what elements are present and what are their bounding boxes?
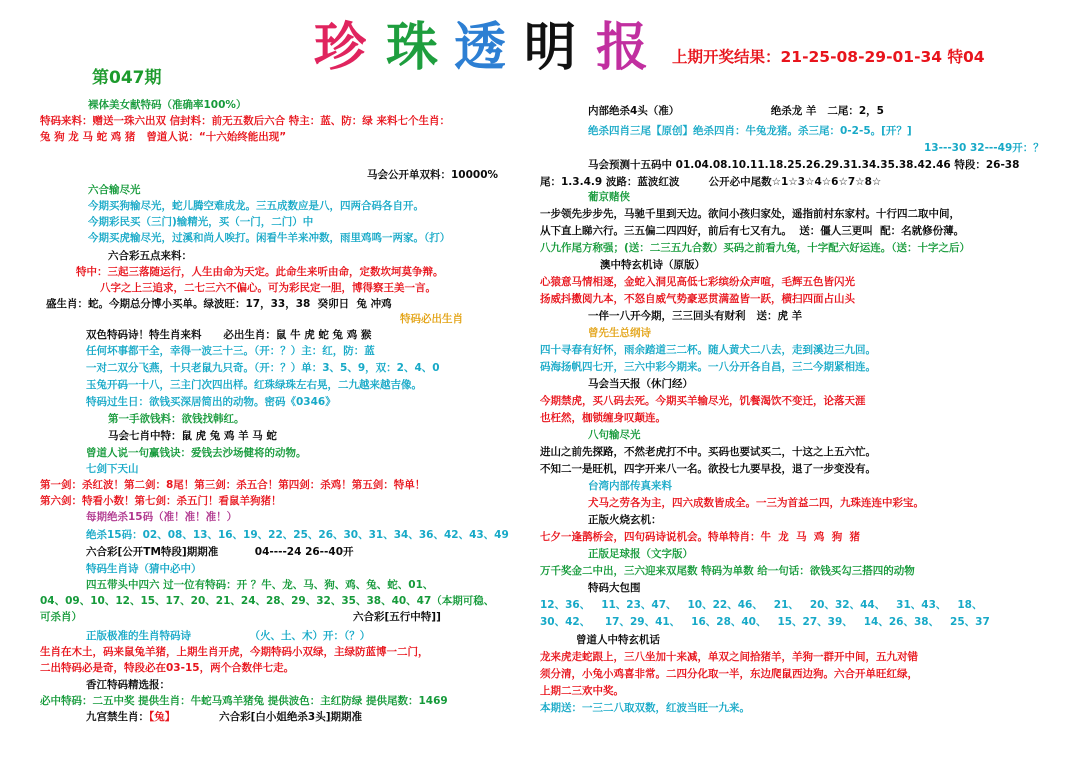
left-text-line: 第六剑：特看小数！第七剑：杀五门！看鼠羊狗猪！ [40,495,282,507]
left-text-line: 可杀肖） [40,611,82,623]
left-text-line: 香江特码精选报： [86,679,170,691]
right-text-line: 八九作尾方称强；(送：二三五九合数）买码之前看九兔，十字配六好运连。（送：十字之后） [540,242,971,254]
left-text-line: 04、09、10、12、15、17、20、21、24、28、29、32、35、38、40、47（本期可稳、 [40,595,495,607]
last-result: 上期开奖结果：21-25-08-29-01-34 特04 [672,48,985,66]
left-text-line: 正版极准的生肖特码诗 （火、土、木）开：（？） [86,630,371,642]
right-text-line: 30、42、 17、29、41、 16、28、40、 15、27、39、 14、26、38、 25、37 [540,616,990,628]
right-text-line: 万千奖金二中出，三六迎来双尾数 特码为单数 给一句话：欲钱买勾三搭四的动物 [540,565,915,577]
right-text-line: 扬威抖擞阅九本，不怒自威气势豪恶贯满盈皆一跃，横扫四面占山头 [540,293,855,305]
left-text-line: 每期绝杀15码（准！准！准！） [86,511,238,523]
right-text-line: 正版火烧玄机： [588,514,662,526]
left-text-line: 七剑下天山 [86,463,139,475]
left-text-line: 今期彩民买（三门)输精光，买（一门，二门）中 [88,216,314,228]
left-text-line: 一对二双分飞燕，十只老鼠九只奇。（开：？）单：3、5、9，双：2、4、0 [86,362,440,374]
right-text-line: 进山之前先探路，不然老虎打不中。买码也要试买二，十这之上五六忙。 [540,446,876,458]
left-text-line: 马会公开单双料：10000% [367,169,499,181]
right-text-line: 从下直上睇六行。三五偏二四四好，前后有七又有九。 送：僵人三更叫 配：名就修份薄。 [540,225,965,237]
right-text-line: 曾道人中特玄机话 [576,634,660,646]
right-text-line: 一伴一八开今期，三三回头有财利 送：虎 羊 [588,310,803,322]
left-text-line: 生肖在木土，码来鼠兔羊猪，上期生肖开虎，今期特码小双绿，主绿防蓝博一二门， [40,646,429,658]
right-text-line: 特码大包围 [588,582,641,594]
left-text-line: 特码生肖诗（猜中必中） [86,563,202,575]
title-char: 报 [596,17,649,78]
left-text-line: 特中：三起三落随运行，人生由命为天定。此命生来听由命，定数坎坷莫争辩。 [76,266,444,278]
right-text-line: 澳中特玄机诗（原版） [600,259,705,271]
right-text-line: 上期二三欢中奖。 [540,685,624,697]
left-text-line: 特码来料：赠送一珠六出双 信封料：前无五数后六合 特主：蓝、防：绿 来料七个生肖： [40,115,450,127]
left-text-line: 今期买虎输尽光，过溪和尚人唉打。闲看牛羊来冲数，雨里鸡鸣一两家。（打） [88,232,451,244]
right-text-line: 正版足球报（文字版） [588,548,693,560]
highlight-mark: 【兔】 [149,711,176,723]
left-text-line: 今期买狗输尽光，蛇儿腾空难成龙。三五成数应是八，四两合码各自开。 [88,200,424,212]
left-text-line: 绝杀15码：02、08、13、16、19、22、25、26、30、31、34、36、42、43、49 [86,529,509,541]
right-text-line: 13---30 32---49开：？ [924,142,1044,154]
right-text-line: 犬马之劳各为主，四六成数皆成全。一三为首益二四，九珠连连中彩宝。 [588,497,924,509]
right-text-line: 绝杀四肖三尾【原创】绝杀四肖：牛兔龙猪。杀三尾：0-2-5。[开？] [588,125,912,137]
right-text-line: 不知二一是旺机，四字开来八一名。欲投七九要早投，退了一步变没有。 [540,463,876,475]
title-char: 透 [454,17,507,78]
left-text-line: 特码过生日：欲钱买深居简出的动物。密码《0346》 [86,396,336,408]
left-text-line: 六合彩五点来料： [108,250,192,262]
left-text-line: 六合彩[公开TM特段]期期准 04----24 26--40开 [86,546,354,558]
left-text-line: 六合彩[五行中特]] [353,611,441,623]
right-text-line: 台湾内部传真来料 [588,480,672,492]
right-text-line: 尾：1.3.4.9 波路：蓝波红波 公开必中尾数☆1☆3☆4☆6☆7☆8☆ [540,176,882,188]
right-text-line: 码海扬帆四七开，三六中彩今期来。一八分开各自昌，三二今期紧相连。 [540,361,876,373]
left-text-line: 特码必出生肖 [400,313,463,325]
right-text-line: 须分清，小兔小鸡喜非常。二四分化取一半，东边爬鼠西边狗。六合开单旺红绿， [540,668,918,680]
right-text-line: 马会预测十五码中 01.04.08.10.11.18.25.26.29.31.34.35.38.42.46 特段：26-38 [588,159,1020,171]
left-text-line: 八字之上三追求，二七三六不偏心。可为彩民定一胆，博得察王美一言。 [100,282,436,294]
right-text-line: 曾先生总纲诗 [588,327,651,339]
left-text-line: 六合输尽光 [88,184,141,196]
right-text-line: 12、36、 11、23、47、 10、22、46、 21、 20、32、44、 31、43、 18、 [540,599,983,611]
left-text-line: 四五带头中四六 过一位有特码：开 ？牛、龙、马、狗、鸡、兔、蛇、01、 [86,579,434,591]
right-text-line: 本期送：一三二八取双数，红波当旺一九来。 [540,702,750,714]
title-char: 珠 [386,17,439,78]
right-text-line: 马会当天报（休门经） [588,378,693,390]
right-text-line: 今期禁虎，买八码去死。今期买羊输尽光，饥餐渴饮不变迁，论落天涯 [540,395,866,407]
right-text-line: 葡京赌侠 [588,191,630,203]
right-text-line: 内部绝杀4头（准） 绝杀龙 羊 二尾：2，5 [588,105,884,117]
title-char: 明 [524,17,577,78]
left-text-line: 必中特码：二五中奖 提供生肖：牛蛇马鸡羊猪兔 提供波色：主红防绿 提供尾数：1469 [40,695,448,707]
right-text-line: 也枉然，枷锁缠身叹颠连。 [540,412,666,424]
left-text-line: 马会七肖中特：鼠 虎 兔 鸡 羊 马 蛇 [108,430,277,442]
left-text-line: 九宫禁生肖：【兔】 六合彩[白小姐绝杀3头]期期准 [86,711,363,723]
title-char: 珍 [314,17,367,78]
right-text-line: 七夕一逢鹊桥会，四句码诗说机会。特单特肖：牛 龙 马 鸡 狗 猪 [540,531,861,543]
left-text-line: 二出特码必是奇，特段必在03-15，两个合数伴七走。 [40,662,295,674]
right-text-line: 心猿意马情相逐，金蛇入洞见高低七彩缤纷众声喧，毛辉五色皆闪光 [540,276,855,288]
left-text-line: 盛生肖：蛇。今期总分博小买单。绿波旺：17，33，38 癸卯日 兔 冲鸡 [46,298,392,310]
right-text-line: 龙来虎走蛇跟上，三八坐加十来减，单双之间拾猪羊，羊狗一群开中间，五九对错 [540,651,918,663]
left-text-line: 双色特码诗！特生肖来料 必出生肖：鼠 牛 虎 蛇 兔 鸡 猴 [86,329,372,341]
right-text-line: 四十寻春有好怀，雨余踏道三二杯。随人黄犬二八去，走到溪边三九回。 [540,344,876,356]
left-text-line: 任何坏事都干全，幸得一波三十三。（开：？）主：红，防：蓝 [86,345,375,357]
left-text-line: 玉兔开码一十八，三主门次四出样。红珠绿珠左右晃，二九越来越吉像。 [86,379,422,391]
left-text-line: 裸体美女献特码（准确率100%） [88,99,247,111]
left-text-line: 第一手欲钱料：欲钱找韩红。 [108,413,245,425]
right-text-line: 八句输尽光 [588,429,641,441]
left-text-line: 第一剑：杀红波！第二剑：8尾！第三剑：杀五合！第四剑：杀鸡！第五剑：特单！ [40,479,426,491]
right-text-line: 一步领先步步先，马驰千里到天边。欲问小孩归家处，遥指前村东家村。十行四二取中间， [540,208,960,220]
left-text-line: 兔 狗 龙 马 蛇 鸡 猪 曾道人说：“十六始终能出现” [40,131,287,143]
issue-number: 第047期 [92,68,162,88]
left-text-line: 曾道人说一句赢钱诀：爱钱去沙场健将的动物。 [86,447,307,459]
